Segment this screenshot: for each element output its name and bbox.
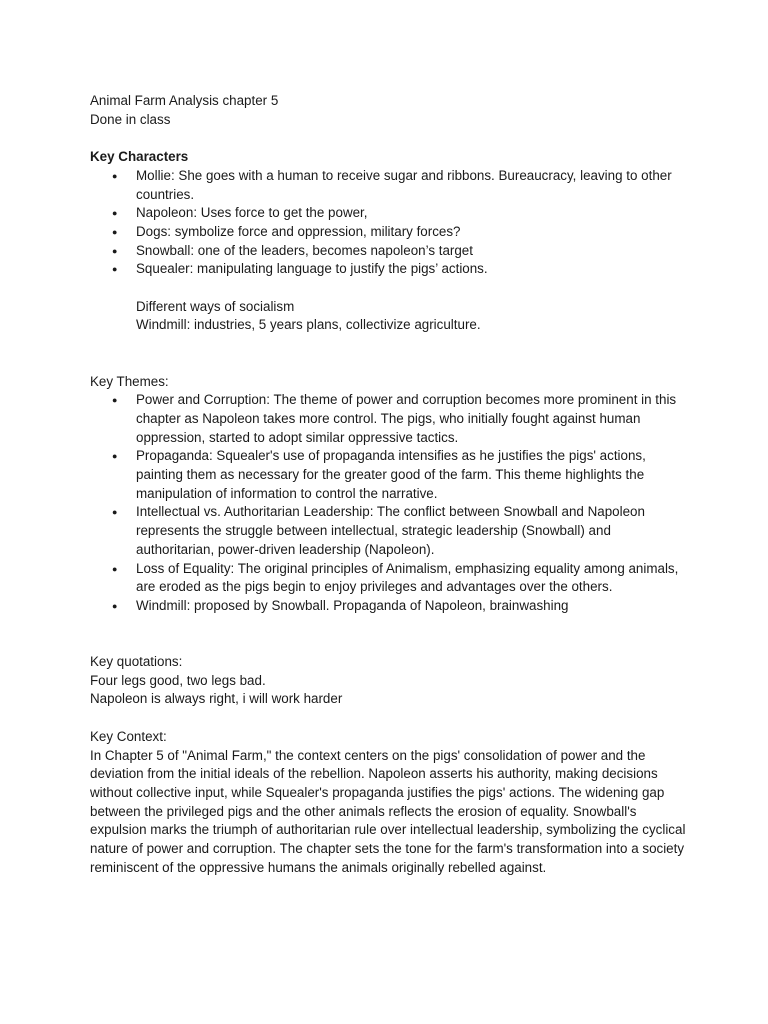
context-body: In Chapter 5 of "Animal Farm," the context centers on the pigs' consolidation of power and the deviation from the initial ideals of the rebellion. Napoleon asserts his authority, making decisions without collective input, while Squealer's propaganda justifies the pigs' actions. The widening gap between the privileged pigs and the other animals reflects the erosion of equality. Snowball's expulsion marks the triumph of authoritarian rule over intellectual leadership, symbolizing the cyclical nature of power and corruption. The chapter sets the tone for the farm's transformation into a society reminiscent of the oppressive humans the animals originally rebelled against. xyxy=(90,747,686,875)
quotation-line: Napoleon is always right, i will work harder xyxy=(90,691,343,707)
themes-list xyxy=(90,391,690,615)
list-item: ● Power and Corruption: The theme of power and corruption becomes more prominent in this chapter as Napoleon takes more control. The pigs, who initially fought against human oppression, started to adopt similar oppressive tactics. xyxy=(90,391,690,447)
list-item: ● Squealer: manipulating language to justify the pigs’ actions. xyxy=(90,260,690,279)
list-item: ● Snowball: one of the leaders, becomes napoleon’s target xyxy=(90,242,690,261)
list-item: ● Windmill: proposed by Snowball. Propaganda of Napoleon, brainwashing xyxy=(90,597,690,616)
list-item: ● Mollie: She goes with a human to receive sugar and ribbons. Bureaucracy, leaving to other countries. xyxy=(90,167,690,204)
context-heading: Key Context: xyxy=(90,728,167,744)
characters-note: Windmill: industries, 5 years plans, collectivize agriculture. xyxy=(136,317,481,333)
quotation-line: Four legs good, two legs bad. xyxy=(90,672,266,688)
list-item: ● Intellectual vs. Authoritarian Leadership: The conflict between Snowball and Napoleon represents the struggle between intellectual, strategic leadership (Snowball) and authoritarian, power-driven leadership (Napoleon). xyxy=(90,503,690,559)
themes-heading: Key Themes: xyxy=(90,373,169,389)
list-item: ● Loss of Equality: The original principles of Animalism, emphasizing equality among animals, are eroded as the pigs begin to enjoy privileges and advantages over the others. xyxy=(90,560,690,597)
quotations-heading: Key quotations: xyxy=(90,654,183,670)
document-subtitle: Done in class xyxy=(90,111,171,127)
list-item: ● Dogs: symbolize force and oppression, military forces? xyxy=(90,223,690,242)
characters-heading: Key Characters xyxy=(90,149,189,165)
list-item: ● Propaganda: Squealer's use of propaganda intensifies as he justifies the pigs' actions, painting them as necessary for the greater good of the farm. This theme highlights the manipulation of information to control the narrative. xyxy=(90,447,690,503)
document-title: Animal Farm Analysis chapter 5 xyxy=(90,93,279,108)
characters-list xyxy=(90,167,690,279)
list-item: ● Napoleon: Uses force to get the power, xyxy=(90,204,690,223)
document-body xyxy=(90,92,690,877)
characters-note: Different ways of socialism xyxy=(136,298,295,314)
